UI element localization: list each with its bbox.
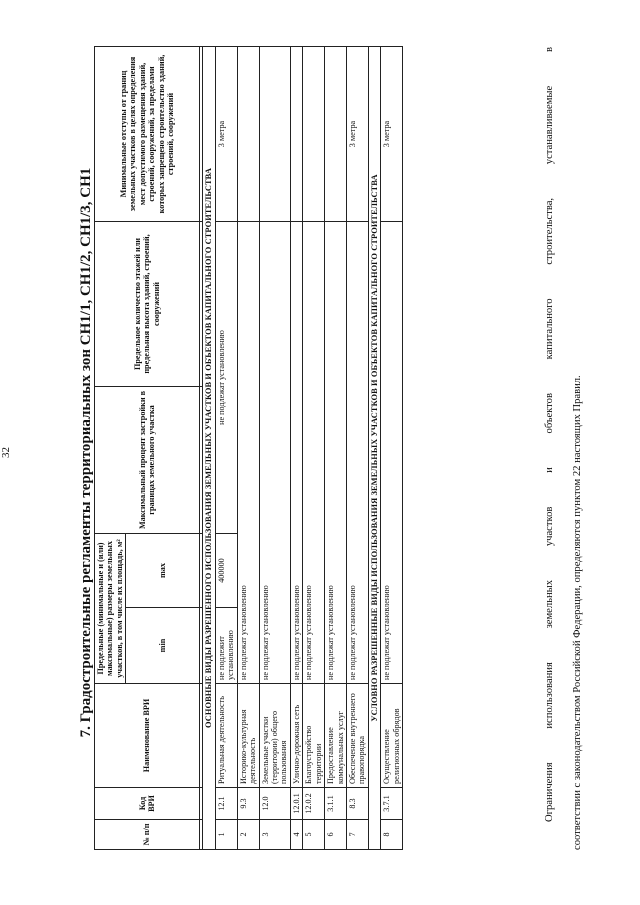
header-min: min [126, 608, 200, 684]
header-code: Код ВРИ [95, 788, 200, 820]
row-num: 7 [346, 820, 368, 850]
row-name: Осуществление религиозных обрядов [381, 684, 403, 788]
row-num: 2 [237, 820, 259, 850]
row-value: не подлежат установлению [215, 222, 237, 534]
row-setback [237, 47, 259, 222]
row-code: 12.0 [259, 788, 290, 820]
row-code: 8.3 [346, 788, 368, 820]
row-code: 9.3 [237, 788, 259, 820]
row-code: 12.0.2 [303, 788, 325, 820]
header-max-percent: Максимальный процент застройки в границах земельного участка [95, 387, 200, 534]
header-setbacks: Минимальные отступы от границ земельных участков в целях определения мест допустимого размещения зданий, строений, сооружений, за пределами которых запрещено строительство зданий, строений, сооружений [95, 47, 200, 222]
table-row [290, 47, 302, 850]
table-row [381, 47, 403, 850]
row-name: Ритуальная деятельность [215, 684, 237, 788]
row-value: не подлежат установлению [381, 222, 403, 684]
header-max: max [126, 534, 200, 608]
row-value: не подлежат установлению [325, 222, 347, 684]
row-code: 3.7.1 [381, 788, 403, 820]
row-name: Предоставление коммунальных услуг [325, 684, 347, 788]
footer-paragraph-line-2: соответствии с законодательством Российской Федерации, определяются пунктом 22 настоящих Правил. [572, 375, 583, 850]
section-row-conditional [368, 47, 381, 850]
row-value: не подлежат установлению [290, 222, 302, 684]
row-num: 1 [215, 820, 237, 850]
row-num: 4 [290, 820, 302, 850]
page-title: 7. Градостроительные регламенты территориальных зон СН1/1, СН1/2, СН1/3, СН1 [78, 167, 94, 738]
row-setback [303, 47, 325, 222]
row-num: 5 [303, 820, 325, 850]
row-setback: 3 метра [346, 47, 368, 222]
table-row [237, 47, 259, 850]
table-row [259, 47, 290, 850]
row-value: не подлежат установлению [346, 222, 368, 684]
row-num: 8 [381, 820, 403, 850]
row-name: Земельные участки (территории) общего пользования [259, 684, 290, 788]
row-name: Благоустройство территории [303, 684, 325, 788]
header-name: Наименование ВРИ [95, 684, 200, 788]
header-num: № п/п [95, 820, 200, 850]
row-setback [259, 47, 290, 222]
regulations-table-wrapper [94, 47, 403, 850]
row-name: Обеспечение внутреннего правопорядка [346, 684, 368, 788]
row-setback [290, 47, 302, 222]
regulations-table [94, 46, 403, 850]
header-floors: Предельное количество этажей или предельная высота зданий, строений, сооружений [95, 222, 200, 387]
section-row-main [203, 47, 216, 850]
row-setback: 3 метра [215, 47, 237, 222]
row-num: 3 [259, 820, 290, 850]
row-value: не подлежат установлению [303, 222, 325, 684]
row-name: Улично-дорожная сеть [290, 684, 302, 788]
table-row [303, 47, 325, 850]
row-value: не подлежат установлению [237, 222, 259, 684]
table-row [346, 47, 368, 850]
row-setback [325, 47, 347, 222]
section-title-conditional: УСЛОВНО РАЗРЕШЕННЫЕ ВИДЫ ИСПОЛЬЗОВАНИЯ ЗЕМЕЛЬНЫХ УЧАСТКОВ И ОБЪЕКТОВ КАПИТАЛЬНОГО СТРОИТЕЛЬСТВА [368, 47, 381, 850]
row-name: Историко-культурная деятельность [237, 684, 259, 788]
row-code: 3.1.1 [325, 788, 347, 820]
row-max: 400000 [215, 534, 237, 608]
page-number: 32 [0, 447, 12, 458]
footer-paragraph-line-1: Ограничения использования земельных участков и объектов капитального строительства, устанавливаемые в [544, 47, 555, 822]
header-plot-size: Предельные (минимальные и (или) максимальные) размеры земельных участков, в том числе их площадь, м² [95, 534, 126, 684]
row-min: не подлежит установлению [215, 608, 237, 684]
row-value: не подлежат установлению [259, 222, 290, 684]
row-num: 6 [325, 820, 347, 850]
row-setback: 3 метра [381, 47, 403, 222]
row-code: 12.0.1 [290, 788, 302, 820]
section-title-main: ОСНОВНЫЕ ВИДЫ РАЗРЕШЕННОГО ИСПОЛЬЗОВАНИЯ ЗЕМЕЛЬНЫХ УЧАСТКОВ И ОБЪЕКТОВ КАПИТАЛЬНОГО СТРОИТЕЛЬСТВА [203, 47, 216, 850]
table-row [325, 47, 347, 850]
table-row [215, 47, 237, 850]
row-code: 12.1 [215, 788, 237, 820]
